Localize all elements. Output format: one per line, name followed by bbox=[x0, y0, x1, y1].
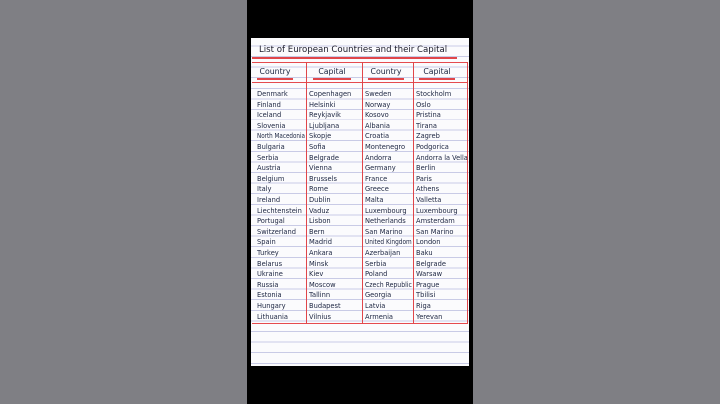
table-cell: San Marino bbox=[365, 227, 403, 236]
table-cell: Ankara bbox=[309, 249, 333, 257]
table-top-line bbox=[252, 62, 468, 63]
table-cell: Malta bbox=[365, 196, 384, 204]
table-cell: Rome bbox=[309, 185, 329, 194]
column-header: Country bbox=[370, 67, 402, 76]
table-cell: Ireland bbox=[257, 196, 281, 204]
table-cell: Berlin bbox=[416, 164, 436, 173]
table-cell: Madrid bbox=[309, 238, 332, 247]
table-cell: Azerbaijan bbox=[365, 249, 401, 257]
table-cell: Baku bbox=[416, 249, 433, 257]
table-cell: Amsterdam bbox=[416, 217, 455, 226]
table-cell: Ljubljana bbox=[309, 121, 340, 130]
table-cell: Copenhagen bbox=[309, 90, 352, 98]
table-cell: Russia bbox=[257, 280, 279, 289]
table-cell: Portugal bbox=[257, 217, 285, 226]
table-cell: Andorra bbox=[365, 153, 392, 162]
table-cell: United Kingdom bbox=[365, 238, 412, 247]
table-cell: Tallinn bbox=[309, 291, 331, 300]
header-bottom-line bbox=[252, 82, 468, 83]
right-letterbox bbox=[469, 0, 473, 404]
table-cell: Tbilisi bbox=[416, 291, 436, 300]
table-cell: Belarus bbox=[257, 259, 283, 268]
table-cell: Armenia bbox=[365, 312, 394, 321]
table-cell: Lisbon bbox=[309, 217, 331, 226]
column-header: Capital bbox=[318, 67, 346, 76]
table-cell: Zagreb bbox=[416, 132, 440, 141]
table-cell: Riga bbox=[416, 302, 431, 310]
table-cell: Valletta bbox=[416, 196, 442, 204]
header-underline bbox=[257, 78, 293, 80]
table-cell: Estonia bbox=[257, 291, 282, 300]
table-cell: France bbox=[365, 174, 388, 183]
table-cell: Denmark bbox=[257, 90, 288, 98]
table-cell: Yerevan bbox=[416, 312, 443, 321]
top-band bbox=[251, 0, 469, 38]
header-underline bbox=[419, 78, 455, 80]
table-cell: Georgia bbox=[365, 291, 392, 300]
table-cell: Prague bbox=[416, 280, 440, 289]
table-cell: Austria bbox=[257, 164, 281, 173]
table-cell: Reykjavik bbox=[309, 111, 341, 120]
table-cell: Moscow bbox=[309, 280, 336, 289]
table-cell: Bulgaria bbox=[257, 143, 285, 151]
table-cell: Netherlands bbox=[365, 217, 406, 226]
header-underline bbox=[313, 78, 351, 80]
table-cell: Hungary bbox=[257, 302, 286, 310]
header-underline bbox=[368, 78, 404, 80]
table-cell: Athens bbox=[416, 185, 440, 194]
table-cell: Spain bbox=[257, 238, 276, 247]
table-cell: Germany bbox=[365, 164, 396, 173]
table-cell: Belgrade bbox=[416, 259, 447, 268]
table-cell: San Marino bbox=[416, 227, 454, 236]
title-underline bbox=[252, 57, 457, 59]
table-cell: Pristina bbox=[416, 111, 441, 120]
table-cell: Tirana bbox=[416, 121, 437, 130]
table-cell: Helsinki bbox=[309, 100, 336, 109]
table-cell: Finland bbox=[257, 100, 281, 109]
table-cell: Budapest bbox=[309, 302, 341, 310]
table-cell: Brussels bbox=[309, 174, 338, 183]
table-cell: Liechtenstein bbox=[257, 206, 302, 215]
column-divider bbox=[362, 62, 363, 324]
table-cell: Oslo bbox=[416, 100, 431, 109]
table-cell: Bern bbox=[309, 227, 325, 236]
table-cell: Serbia bbox=[257, 153, 279, 162]
table-cell: Andorra la Vella bbox=[416, 153, 468, 162]
column-divider bbox=[306, 62, 307, 324]
table-cell: Skopje bbox=[309, 132, 332, 141]
table-cell: Poland bbox=[365, 270, 388, 279]
column-divider bbox=[413, 62, 414, 324]
bottom-band bbox=[251, 366, 469, 404]
table-cell: Turkey bbox=[257, 249, 279, 257]
table-cell: North Macedonia bbox=[257, 132, 306, 141]
page-title: List of European Countries and their Capital bbox=[259, 45, 448, 55]
table-cell: Stockholm bbox=[416, 90, 452, 98]
table-cell: Ukraine bbox=[257, 270, 283, 279]
table-cell: Greece bbox=[365, 185, 389, 194]
table-cell: Norway bbox=[365, 100, 391, 109]
table-cell: Montenegro bbox=[365, 143, 406, 151]
table-cell: Lithuania bbox=[257, 312, 288, 321]
table-cell: Warsaw bbox=[416, 270, 443, 279]
table-cell: Switzerland bbox=[257, 227, 297, 236]
table-cell: Slovenia bbox=[257, 121, 286, 130]
table-cell: Croatia bbox=[365, 132, 390, 141]
table-cell: Italy bbox=[257, 185, 272, 194]
table-cell: Luxembourg bbox=[416, 206, 458, 215]
table-cell: Albania bbox=[365, 121, 390, 130]
table-cell: Belgium bbox=[257, 174, 285, 183]
table-cell: Luxembourg bbox=[365, 206, 407, 215]
table-cell: Vienna bbox=[309, 164, 332, 173]
table-cell: Dublin bbox=[309, 196, 331, 204]
column-header: Country bbox=[259, 67, 291, 76]
table-cell: Kosovo bbox=[365, 111, 389, 120]
table-cell: Sofia bbox=[309, 143, 326, 151]
table-cell: Iceland bbox=[257, 111, 282, 120]
table-bottom-line bbox=[252, 323, 468, 324]
table-cell: Vilnius bbox=[309, 312, 331, 321]
table-cell: Kiev bbox=[309, 270, 324, 279]
table-cell: Paris bbox=[416, 174, 432, 183]
table-cell: Podgorica bbox=[416, 143, 449, 151]
table-cell: Serbia bbox=[365, 259, 387, 268]
table-cell: London bbox=[416, 238, 441, 247]
table-cell: Belgrade bbox=[309, 153, 340, 162]
table-cell: Latvia bbox=[365, 302, 386, 310]
table-cell: Czech Republic bbox=[365, 280, 412, 289]
table-cell: Vaduz bbox=[309, 206, 330, 215]
table-cell: Sweden bbox=[365, 90, 392, 98]
table-cell: Minsk bbox=[309, 259, 329, 268]
column-header: Capital bbox=[423, 67, 451, 76]
column-divider bbox=[467, 62, 468, 324]
